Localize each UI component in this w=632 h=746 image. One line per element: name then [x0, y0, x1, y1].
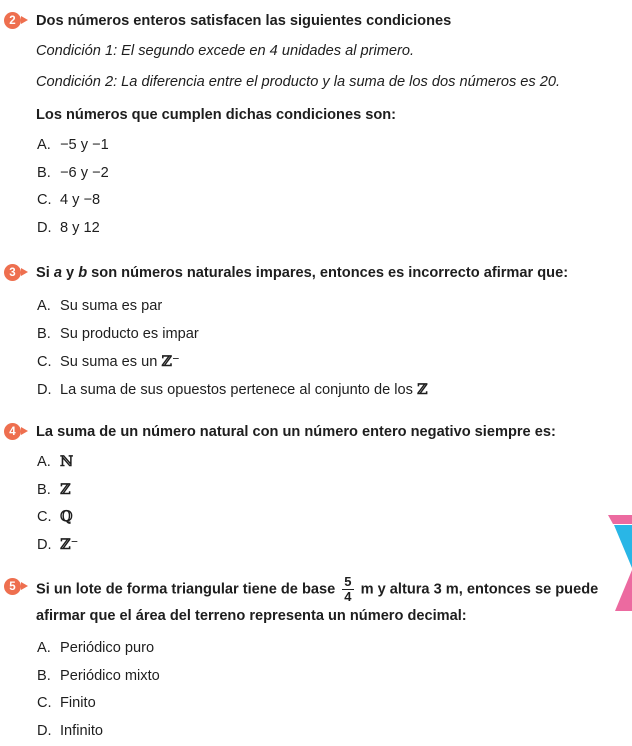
question-4-title: La suma de un número natural con un número entero negativo siempre es: — [36, 424, 556, 440]
rationals-symbol: ℚ — [60, 508, 73, 525]
question-5-options — [4, 635, 626, 745]
question-3-options — [4, 293, 626, 403]
option-c[interactable]: C. Su suma es un ℤ⁻ — [37, 353, 180, 370]
option-d[interactable]: D. 8 y 12 — [37, 219, 100, 236]
question-2-heading — [4, 10, 626, 32]
option-d[interactable]: D. Infinito — [37, 722, 103, 739]
condition-1: Condición 1: El segundo excede en 4 unidades al primero. — [36, 43, 415, 59]
option-b[interactable]: B. −6 y −2 — [37, 164, 109, 181]
deco-cyan-shape — [614, 525, 632, 568]
option-b[interactable]: B. ℤ — [37, 480, 71, 498]
question-4-options — [4, 448, 626, 558]
integers-negative-symbol: ℤ⁻ — [60, 535, 79, 553]
question-5 — [4, 575, 626, 745]
question-5-heading: 5 Si un lote de forma triangular tiene de base $\frac{5}{4}$ m y altura 3 m, entonces se puede afirmar que el área del terreno representa un número decimal: — [4, 575, 626, 628]
question-number-badge: 4 — [4, 423, 21, 440]
option-d[interactable]: D. La suma de sus opuestos pertenece al conjunto de los ℤ — [37, 380, 428, 398]
integers-symbol: ℤ — [60, 480, 71, 498]
option-a[interactable]: A. −5 y −1 — [37, 137, 109, 153]
question-2-title: Dos números enteros satisfacen las siguientes condiciones — [36, 13, 452, 29]
option-c[interactable]: C. ℚ — [37, 508, 73, 525]
question-number-badge: 3 — [4, 264, 21, 281]
question-2-options — [4, 132, 626, 242]
question-4 — [4, 421, 626, 558]
integers-symbol: ℤ — [416, 380, 428, 398]
question-3 — [4, 262, 626, 403]
integers-negative-symbol: ℤ⁻ — [161, 353, 180, 370]
question-2-subtitle: Los números que cumplen dichas condiciones son: — [36, 107, 397, 123]
option-a[interactable]: A. Periódico puro — [37, 640, 155, 656]
option-c[interactable]: C. Finito — [37, 695, 96, 711]
option-a[interactable]: A. Su suma es par — [37, 298, 163, 314]
variable-a: a — [53, 265, 62, 281]
question-4-heading — [4, 421, 626, 443]
option-b[interactable]: B. Su producto es impar — [37, 325, 199, 342]
option-b[interactable]: B. Periódico mixto — [37, 667, 160, 684]
naturals-symbol: ℕ — [60, 453, 74, 470]
question-3-heading: 3 Si a y b son números naturales impares, entonces es incorrecto afirmar que: — [4, 262, 626, 284]
option-c[interactable]: C. 4 y −8 — [37, 192, 101, 208]
fraction-five-fourths: $\frac{5}{4}$ — [344, 574, 352, 604]
condition-2: Condición 2: La diferencia entre el producto y la suma de los dos números es 20. — [36, 74, 561, 90]
question-number-badge: 2 — [4, 12, 21, 29]
decorative-corner-graphic — [604, 512, 632, 616]
question-number-badge: 5 — [4, 578, 21, 595]
question-2 — [4, 10, 626, 242]
option-d[interactable]: D. ℤ⁻ — [37, 535, 79, 553]
option-a[interactable]: A. ℕ — [37, 453, 74, 470]
variable-b: b — [78, 265, 88, 281]
